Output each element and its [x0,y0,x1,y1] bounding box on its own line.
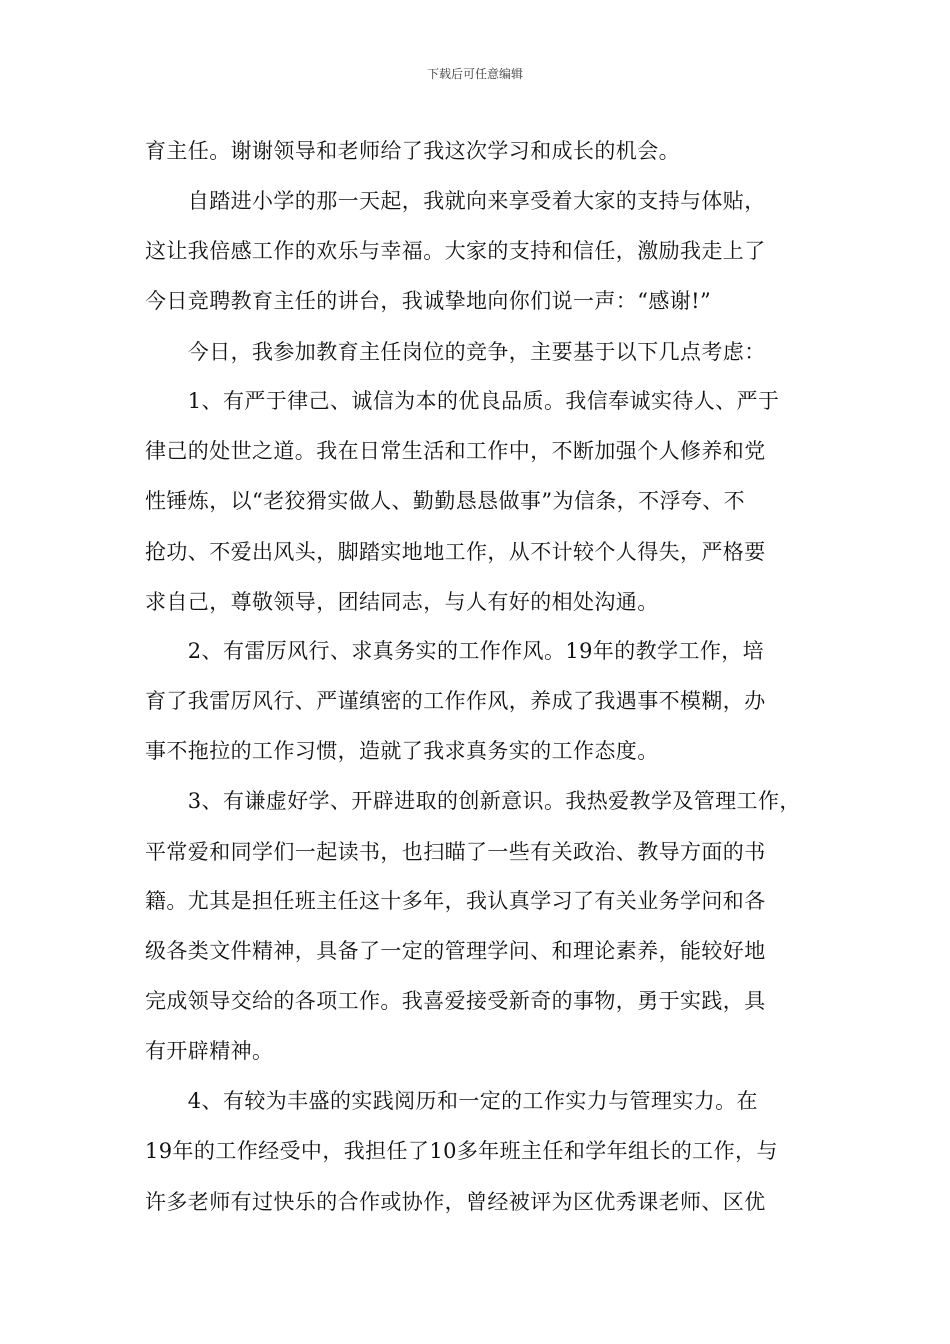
text-line-13: 事不拖拉的工作习惯，造就了我求真务实的工作态度。 [145,739,659,763]
text-line-14: 3、有谦虚好学、开辟进取的创新意识。我热爱教学及管理工作， [145,789,801,813]
text-line-5: 今日，我参加教育主任岗位的竞争，主要基于以下几点考虑： [145,340,766,364]
text-line-6: 1、有严于律己、诚信为本的优良品质。我信奉诚实待人、严于 [145,389,780,413]
text-line-17: 级各类文件精神，具备了一定的管理学问、和理论素养，能较好地 [145,939,766,963]
text-line-7: 律己的处世之道。我在日常生活和工作中，不断加强个人修养和党 [145,439,766,463]
text-line-9: 抢功、不爱出风头，脚踏实地地工作，从不计较个人得失，严格要 [145,540,766,564]
text-line-3: 这让我倍感工作的欢乐与幸福。大家的支持和信任，激励我走上了 [145,239,766,263]
text-line-2: 自踏进小学的那一天起，我就向来享受着大家的支持与体贴， [145,189,766,213]
text-line-1: 育主任。谢谢领导和老师给了我这次学习和成长的机会。 [145,139,680,163]
text-line-21: 19年的工作经受中，我担任了10多年班主任和学年组长的工作，与 [145,1139,778,1163]
text-line-15: 平常爱和同学们一起读书，也扫瞄了一些有关政治、教导方面的书 [145,840,766,864]
text-line-16: 籍。尤其是担任班主任这十多年，我认真学习了有关业务学问和各 [145,889,766,913]
text-line-12: 育了我雷厉风行、严谨缜密的工作作风，养成了我遇事不模糊，办 [145,689,766,713]
text-line-22: 许多老师有过快乐的合作或协作，曾经被评为区优秀课老师、区优 [145,1190,766,1214]
text-line-11: 2、有雷厉风行、求真务实的工作作风。19年的教学工作，培 [145,639,765,663]
text-line-4: 今日竞聘教育主任的讲台，我诚挚地向你们说一声：“感谢!” [145,289,712,313]
text-line-18: 完成领导交给的各项工作。我喜爱接受新奇的事物，勇于实践，具 [145,989,766,1013]
text-line-20: 4、有较为丰盛的实践阅历和一定的工作实力与管理实力。在 [145,1089,758,1113]
text-line-10: 求自己，尊敬领导，团结同志，与人有好的相处沟通。 [145,590,659,614]
text-line-8: 性锤炼，以“老狡猾实做人、勤勤恳恳做事”为信条，不浮夸、不 [145,489,746,513]
page-header: 下载后可任意编辑 [426,67,523,81]
text-line-19: 有开辟精神。 [145,1039,274,1063]
